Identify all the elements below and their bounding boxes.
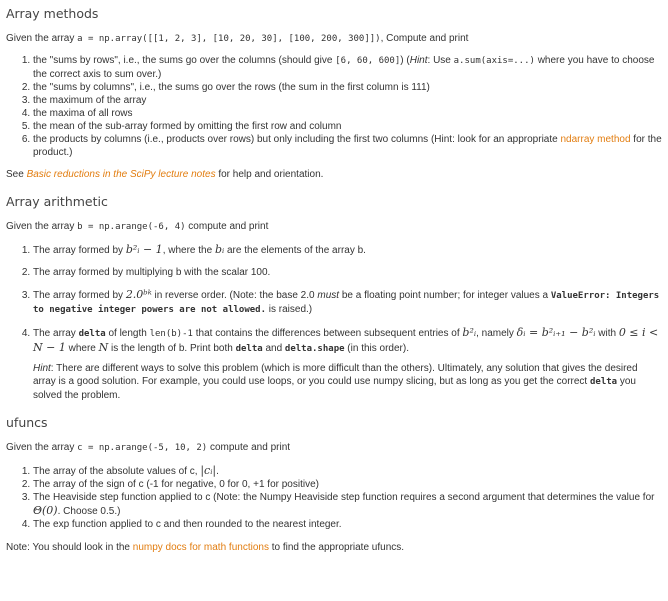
ufuncs-list <box>6 464 662 531</box>
scipy-lecture-notes-link[interactable]: Basic reductions in the SciPy lecture notes <box>26 169 216 180</box>
math-n: N <box>98 341 109 354</box>
math-theta-zero: Θ(0) <box>33 504 58 517</box>
list-item: 2. the "sums by columns", i.e., the sums go over the rows (the sum in the first column is 111) <box>33 81 662 94</box>
math-b-i: bᵢ <box>214 243 225 256</box>
numpy-math-docs-link[interactable]: numpy docs for math functions <box>132 542 269 553</box>
math-b-squared: b²ᵢ <box>462 326 477 339</box>
array-a-code: a = np.array([[1, 2, 3], [10, 20, 30], [100, 200, 300]]) <box>77 34 381 44</box>
list-item: 4. the maxima of all rows <box>33 107 662 120</box>
list-item: 2. The array formed by multiplying b with the scalar 100. <box>33 266 662 279</box>
list-item: 1. The array of the absolute values of c, |cᵢ|. <box>33 464 662 478</box>
list-item: 2. The array of the sign of c (-1 for negative, 0 for 0, +1 for positive) <box>33 478 662 491</box>
section3-intro: Given the array c = np.arange(-5, 10, 2) compute and print <box>6 442 291 453</box>
array-arithmetic-list <box>6 243 662 402</box>
array-methods-list <box>6 54 662 159</box>
list-item: 3. the maximum of the array <box>33 94 662 107</box>
section-title-array-arithmetic: Array arithmetic <box>6 194 108 209</box>
list-item: 4. The exp function applied to c and then rounded to the nearest integer. <box>33 518 662 531</box>
math-range-condition: 0 ≤ i < N − 1 <box>33 326 659 354</box>
list-item: 5. the mean of the sub-array formed by omitting the first row and column <box>33 120 662 133</box>
math-two-pow-bk: 2.0ᵇᵏ <box>125 288 152 301</box>
hint-paragraph: Hint: There are different ways to solve this problem (which is more difficult than the others). Ultimately, any solution that gives the desired array is a good solution. For example, you could use loops, or you could use numpy slicing, but as long as you get the correct delta you solved the problem. <box>33 363 638 401</box>
section1-intro: Given the array a = np.array([[1, 2, 3], [10, 20, 30], [100, 200, 300]]), Compute and print <box>6 33 469 44</box>
math-delta-definition: δᵢ = b²ᵢ₊₁ − b²ᵢ <box>516 326 596 339</box>
array-c-code: c = np.arange(-5, 10, 2) <box>77 443 208 453</box>
section-title-ufuncs: ufuncs <box>6 415 48 430</box>
list-item: 3. The array formed by 2.0ᵇᵏ in reverse order. (Note: the base 2.0 must be a floating point number; for integer values a ValueError: Integers to negative integer powers are not allowed. is raised.) <box>33 288 662 317</box>
section2-intro: Given the array b = np.arange(-6, 4) compute and print <box>6 221 269 232</box>
math-abs-ci: |cᵢ| <box>200 464 217 477</box>
array-b-code: b = np.arange(-6, 4) <box>77 222 186 232</box>
list-item: 1. The array formed by b²ᵢ − 1, where the bᵢ are the elements of the array b. <box>33 243 662 257</box>
list-item: 6. the products by columns (i.e., products over rows) but only including the first two columns (Hint: look for an appropriate ndarray method for the product.) <box>33 133 662 159</box>
valueerror-code: ValueError: Integers to negative integer powers are not allowed. <box>33 291 660 315</box>
list-item: 4. The array delta of length len(b)-1 that contains the differences between subsequent entries of b²ᵢ, namely δᵢ = b²ᵢ₊₁ − b²ᵢ with 0 ≤ i < N − 1 where N is the length of b. Print both delta and delta.shape (in this order). Hint: There are different ways to solve this problem (which is more difficult than the others). Ultimately, any solution that gives the desired array is a good solution. For example, you could use loops, or you could use numpy slicing, but as long as you get the correct delta you solved the problem. <box>33 326 662 402</box>
note-reference: Note: You should look in the numpy docs for math functions to find the appropriate ufuncs. <box>6 542 405 553</box>
section-title-array-methods: Array methods <box>6 6 99 21</box>
math-b-squared-minus-one: b²ᵢ − 1 <box>125 243 163 256</box>
list-item: 3. The Heaviside step function applied to c (Note: the Numpy Heaviside step function requires a second argument that determines the value for Θ(0). Choose 0.5.) <box>33 491 662 518</box>
ndarray-method-link[interactable]: ndarray method <box>560 134 631 145</box>
see-reference: See Basic reductions in the SciPy lecture notes for help and orientation. <box>6 169 324 180</box>
list-item: 1. the "sums by rows", i.e., the sums go over the columns (should give [6, 60, 600]) (Hint: Use a.sum(axis=...) where you have to choose the correct axis to sum over.) <box>33 54 662 81</box>
